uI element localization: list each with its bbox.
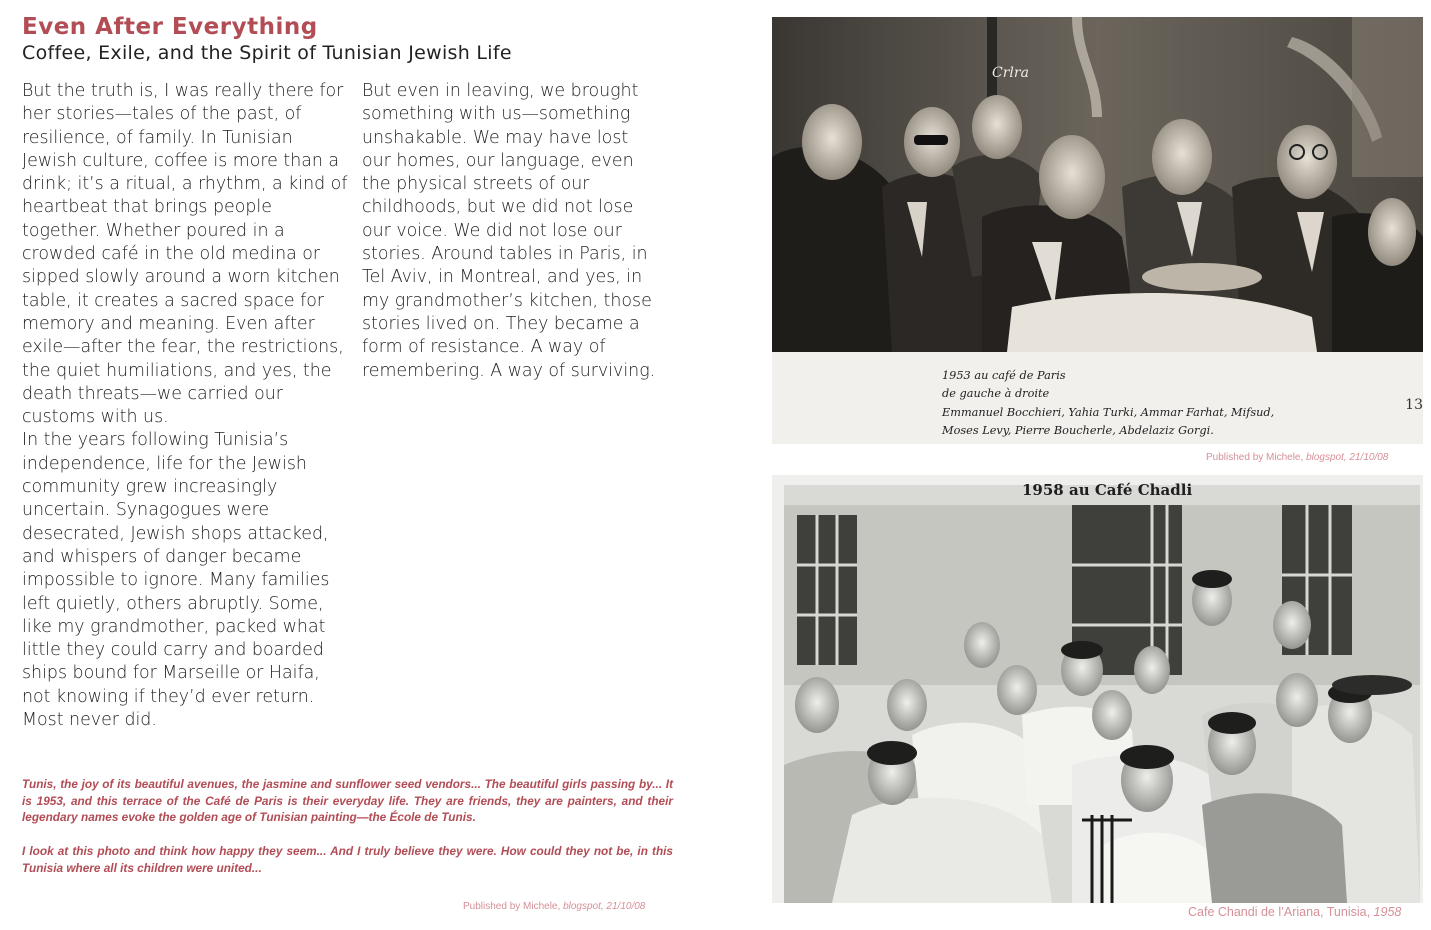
quote-credit — [463, 901, 645, 912]
photo-page-number: 13 — [1405, 397, 1423, 413]
body-column-2 — [362, 80, 662, 383]
photo-cafe-de-paris-image — [772, 17, 1423, 352]
body-paragraph: But the truth is, I was really there for her stories—tales of the past, of resilience, of family. In Tunisian Jewish culture, coffee is more than a drink; it’s a ritual, a rhythm, a kind of heartbeat that brings people together. Whether poured in a crowded café in the old medina or sipped slowly around a worn kitchen table, it creates a sacred space for memory and meaning. Even after exile—after the fear, the restrictions, the quiet humiliations, and yes, the death threats—we carried our customs with us. — [22, 81, 348, 428]
photo-cafe-chadli — [772, 475, 1423, 903]
credit-author: Published by Michele, — [463, 901, 561, 912]
body-paragraph: But even in leaving, we brought something with us—something unshakable. We may have lost our homes, our language, even the physical streets of our childhoods, but we did not lose our voice. We did not lose our stories. Around tables in Paris, in Tel Aviv, in Montreal, and yes, in my grandmother’s kitchen, those stories lived on. They became a form of resistance. A way of remembering. A way of surviving. — [362, 81, 656, 381]
body-paragraph: In the years following Tunisia’s independence, life for the Jewish community grew increasingly uncertain. Synagogues were desecrated, Jewish shops attacked, and whispers of danger became impossible to ignore. Many families left quietly, others abruptly. Some, like my grandmother, packed what little they could carry and boarded ships bound for Marseille or Haifa, not knowing if they’d ever return. Most never did. — [22, 430, 330, 731]
quote-paragraph-1: Tunis, the joy of its beautiful avenues, the jasmine and sunflower seed vendors... The beautiful girls passing by... It is 1953, and this terrace of the Café de Paris is their everyday life. They are friends, they are painters, and their legendary names evoke the golden age of Tunisian painting—the École de Tunis. — [22, 777, 673, 824]
photo-cafe-chadli-sign: 1958 au Café Chadli — [1022, 481, 1193, 499]
credit-source-link[interactable]: blogspot, 21/10/08 — [1306, 452, 1389, 463]
article-subtitle: Coffee, Exile, and the Spirit of Tunisian Jewish Life — [22, 42, 512, 64]
photo-cafe-de-paris-credit — [1206, 452, 1388, 463]
caption-text: Cafe Chandi de l’Ariana, Tunisia, — [1188, 905, 1371, 919]
caption-line: 1953 au café de Paris — [942, 369, 1066, 382]
caption-line: Moses Levy, Pierre Boucherle, Abdelaziz Gorgi. — [942, 424, 1214, 438]
body-column-1 — [22, 80, 352, 732]
photo-cafe-chadli-caption — [1188, 905, 1401, 919]
credit-source-link[interactable]: blogspot, 21/10/08 — [563, 901, 646, 912]
credit-author: Published by Michele, — [1206, 452, 1304, 463]
caption-line: de gauche à droite — [942, 387, 1050, 401]
photo-cafe-de-paris — [772, 17, 1423, 444]
quote-paragraph-2: I look at this photo and think how happy they seem... And I truly believe they were. How could they not be, in this Tunisia where all its children were united... — [22, 844, 673, 875]
caption-line: Emmanuel Bocchieri, Yahia Turki, Ammar Farhat, Mifsud, — [942, 405, 1275, 419]
photo-cafe-chadli-image — [772, 475, 1423, 903]
article-title: Even After Everything — [22, 14, 318, 40]
caption-year: 1958 — [1373, 905, 1402, 919]
svg-text:Crlra: Crlra — [992, 65, 1029, 81]
photo-cafe-de-paris-caption — [942, 367, 1274, 441]
